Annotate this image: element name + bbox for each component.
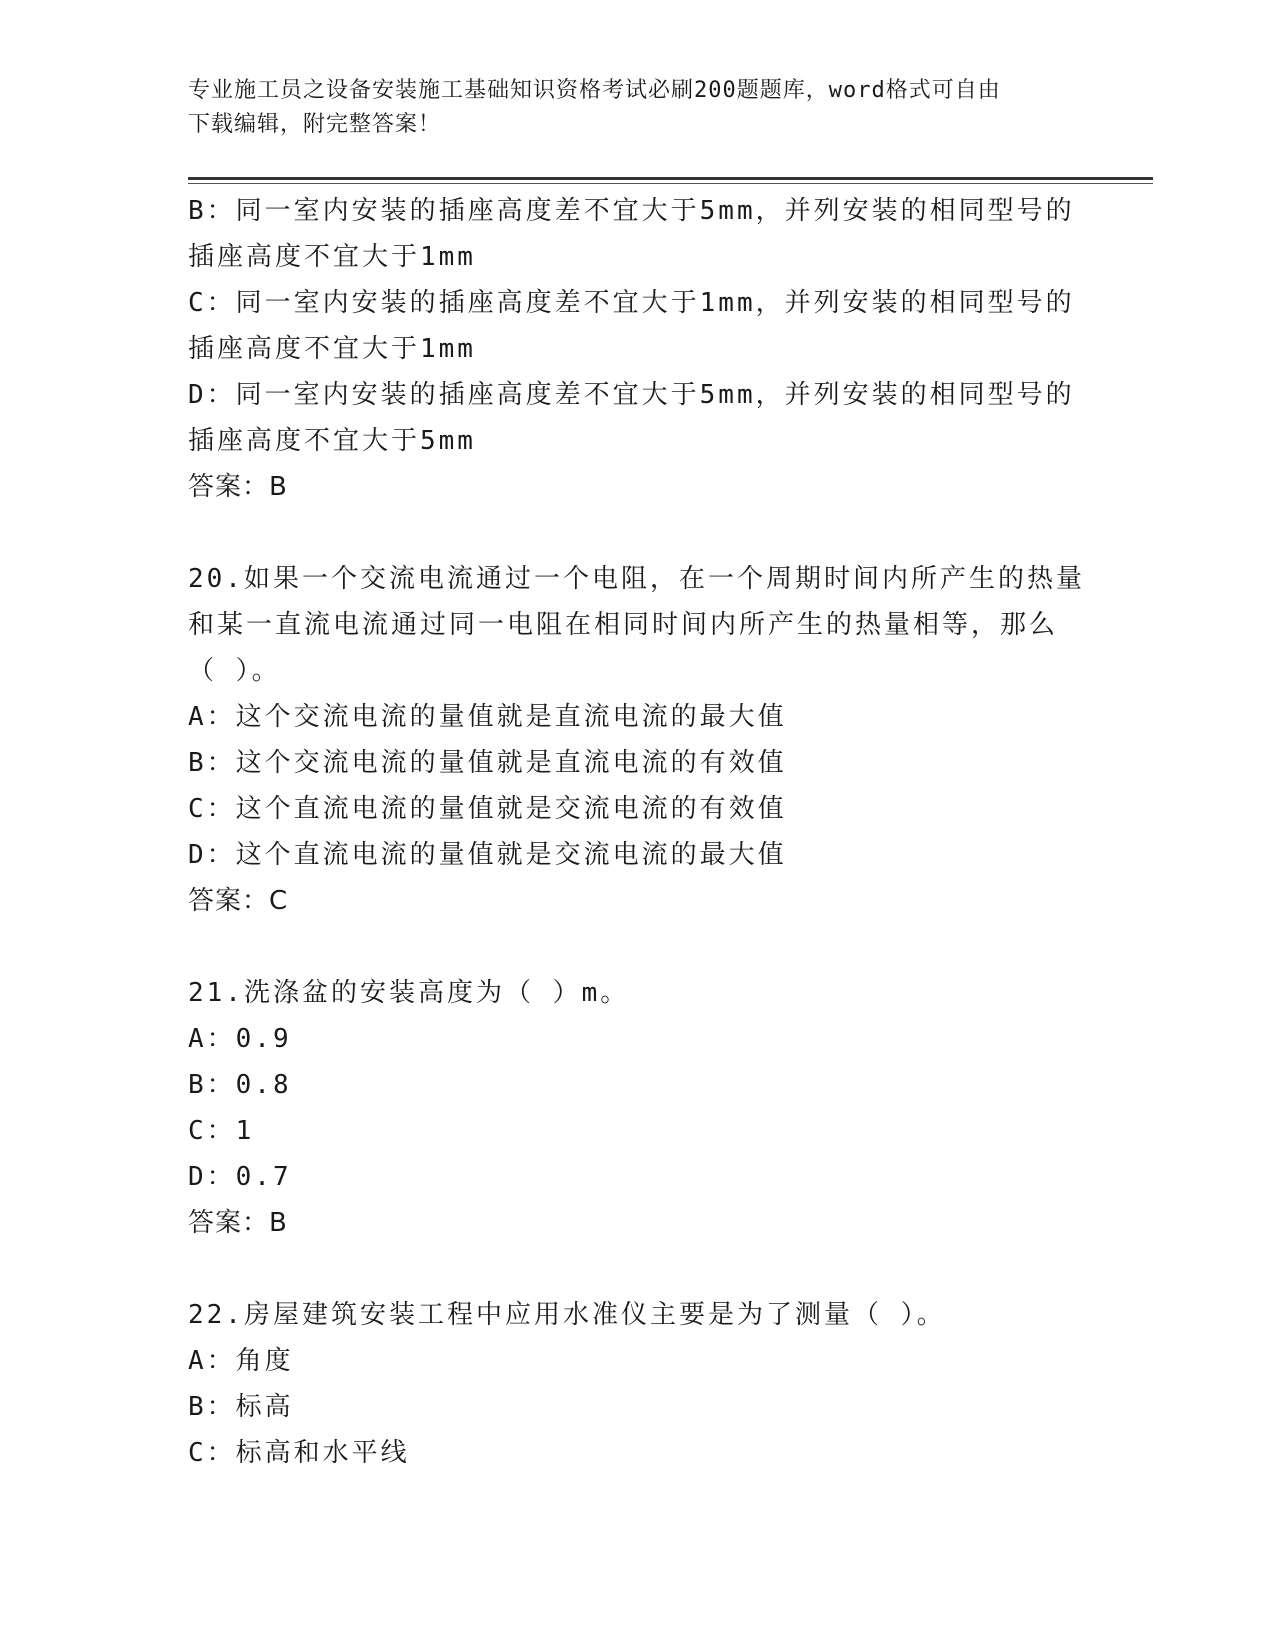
question-spacer [188, 1246, 1088, 1292]
question-20 [188, 556, 1088, 924]
question-22 [188, 1292, 1088, 1476]
question-stem-line-1: 20.如果一个交流电流通过一个电阻，在一个周期时间内所产生的热量 [188, 564, 1085, 594]
option-c: C：标高和水平线 [188, 1438, 410, 1468]
option-a: A：这个交流电流的量值就是直流电流的最大值 [188, 702, 787, 732]
option-b-line-2: 插座高度不宜大于1mm [188, 242, 476, 272]
question-stem: 22.房屋建筑安装工程中应用水准仪主要是为了测量（ ）。 [188, 1300, 946, 1330]
header-title-line-2: 下载编辑，附完整答案！ [188, 112, 442, 137]
question-stem-line-2: 和某一直流电流通过同一电阻在相同时间内所产生的热量相等，那么 [188, 610, 1059, 640]
question-stem-line-3: （ ）。 [188, 656, 281, 686]
answer-line: 答案：B [188, 1208, 288, 1238]
question-spacer [188, 510, 1088, 556]
question-spacer [188, 924, 1088, 970]
option-c: C：这个直流电流的量值就是交流电流的有效值 [188, 794, 787, 824]
option-a: A：0.9 [188, 1024, 292, 1054]
option-a: A：角度 [188, 1346, 294, 1376]
option-d-line-2: 插座高度不宜大于5mm [188, 426, 476, 456]
option-b: B：标高 [188, 1392, 294, 1422]
answer-line: 答案：C [188, 886, 289, 916]
option-d-line-1: D：同一室内安装的插座高度差不宜大于5mm，并列安装的相同型号的 [188, 380, 1075, 410]
option-b: B：这个交流电流的量值就是直流电流的有效值 [188, 748, 787, 778]
question-21 [188, 970, 1088, 1246]
option-d: D：0.7 [188, 1162, 292, 1192]
answer-line: 答案：B [188, 472, 288, 502]
option-b-line-1: B：同一室内安装的插座高度差不宜大于5mm，并列安装的相同型号的 [188, 196, 1075, 226]
option-c-line-2: 插座高度不宜大于1mm [188, 334, 476, 364]
question-list [188, 188, 1088, 1476]
document-header [188, 74, 1068, 142]
question-19-continued [188, 188, 1088, 510]
header-divider-thick [188, 177, 1153, 180]
header-divider-thin [188, 183, 1153, 184]
option-d: D：这个直流电流的量值就是交流电流的最大值 [188, 840, 787, 870]
option-b: B：0.8 [188, 1070, 292, 1100]
question-stem: 21.洗涤盆的安装高度为（ ）m。 [188, 978, 630, 1008]
option-c: C：1 [188, 1116, 255, 1146]
header-title-line-1: 专业施工员之设备安装施工基础知识资格考试必刷200题题库，word格式可自由 [188, 78, 1001, 103]
option-c-line-1: C：同一室内安装的插座高度差不宜大于1mm，并列安装的相同型号的 [188, 288, 1075, 318]
